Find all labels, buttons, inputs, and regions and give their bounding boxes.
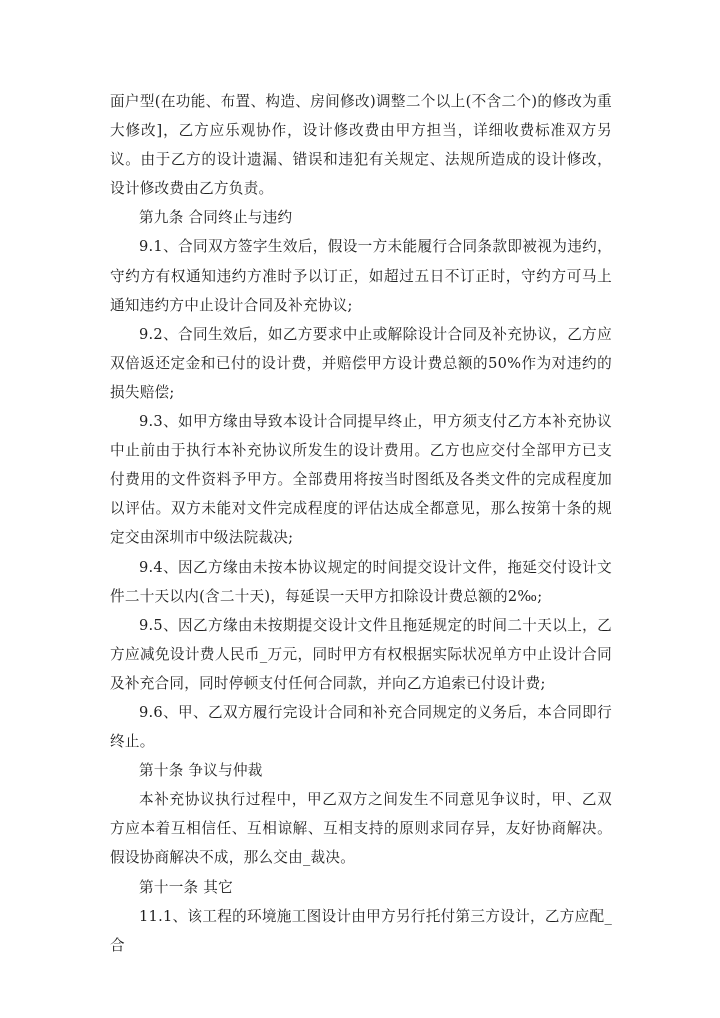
clause-11-1: 11.1、该工程的环境施工图设计由甲方另行托付第三方设计，乙方应配_合 bbox=[110, 907, 612, 954]
section-heading-9: 第九条 合同终止与违约 bbox=[139, 209, 293, 227]
clause-9-6: 9.6、甲、乙双方履行完设计合同和补充合同规定的义务后，本合同即行终止。 bbox=[110, 703, 612, 751]
clause-10: 本补充协议执行过程中，甲乙双方之间发生不同意见争议时，甲、乙双方应本着互相信任、互相谅解、互相支持的原则求同存异，友好协商解决。假设协商解决不成，那么交由_裁决。 bbox=[110, 791, 612, 867]
clause-9-5: 9.5、因乙方缘由未按期提交设计文件且拖延规定的时间二十天以上，乙方应减免设计费人民币_万元，同时甲方有权根据实际状况单方中止设计合同及补充合同，同时停顿支付任何合同款，并向乙方追索已付设计费; bbox=[110, 616, 612, 692]
document-body bbox=[110, 87, 612, 960]
clause-9-1: 9.1、合同双方签字生效后，假设一方未能履行合同条款即被视为违约，守约方有权通知违约方准时予以订正，如超过五日不订正时，守约方可马上通知违约方中止设计合同及补充协议; bbox=[110, 238, 612, 314]
clause-9-4: 9.4、因乙方缘由未按本协议规定的时间提交设计文件，拖延交付设计文件二十天以内(含二十天)，每延误一天甲方扣除设计费总额的2‰; bbox=[110, 558, 612, 605]
clause-9-3: 9.3、如甲方缘由导致本设计合同提早终止，甲方须支付乙方本补充协议中止前由于执行本补充协议所发生的设计费用。乙方也应交付全部甲方已支付费用的文件资料予甲方。全部费用将按当时图纸及各类文件的完成程度加以评估。双方未能对文件完成程度的评估达成全都意见，那么按第十条的规定交由深圳市中级法院裁决; bbox=[110, 413, 612, 547]
paragraph-continued: 面户型(在功能、布置、构造、房间修改)调整二个以上(不含二个)的修改为重大修改]，乙方应乐观协作，设计修改费由甲方担当，详细收费标准双方另议。由于乙方的设计遗漏、错误和违犯有关规定、法规所造成的设计修改，设计修改费由乙方负责。 bbox=[110, 93, 612, 198]
section-heading-10: 第十条 争议与仲裁 bbox=[139, 762, 263, 780]
section-heading-11: 第十一条 其它 bbox=[139, 878, 233, 896]
clause-9-2: 9.2、合同生效后，如乙方要求中止或解除设计合同及补充协议，乙方应双倍返还定金和已付的设计费，并赔偿甲方设计费总额的50%作为对违约的损失赔偿; bbox=[110, 325, 612, 401]
